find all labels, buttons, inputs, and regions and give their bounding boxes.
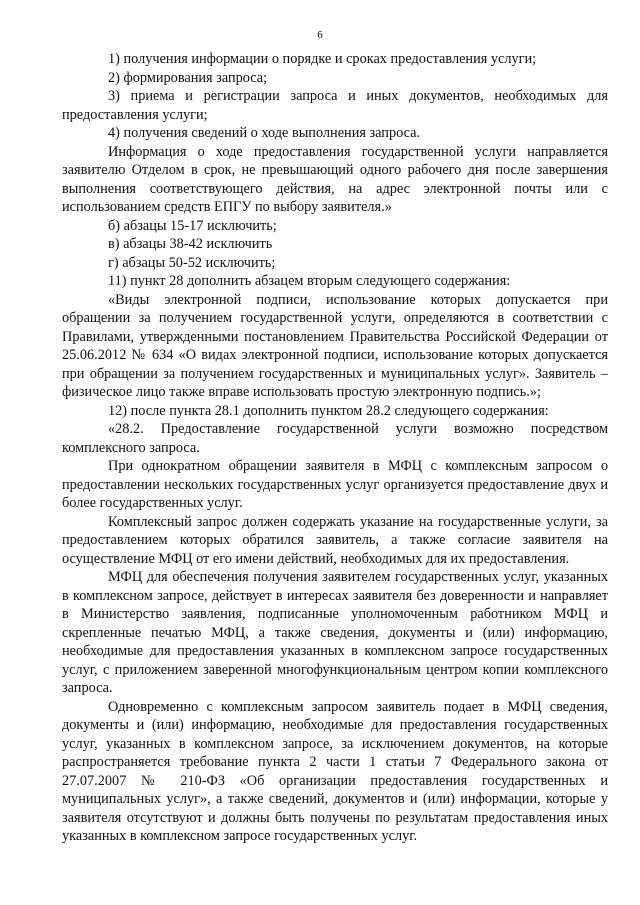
paragraph-1: 1) получения информации о порядке и сроках предоставления услуги; bbox=[108, 51, 537, 67]
paragraph-15: МФЦ для обеспечения получения заявителем государственных услуг, указанных в комплексном запросе, действует в интересах заявителя без доверенности и направляет в Министерство заявления, подписанные уполномоченным работником МФЦ и скрепленные печатью МФЦ, а также сведения, документы и (или) информацию, необходимые для предоставления указанных в комплексном запросе государственных услуг, с приложением заверенной многофункциональным центром копии комплексного запроса. bbox=[62, 569, 608, 696]
paragraph-3: 3) приема и регистрации запроса и иных документов, необходимых для предоставления услуги; bbox=[62, 88, 608, 123]
paragraph-16: Одновременно с комплексным запросом заявитель подает в МФЦ сведения, документы и (или) информацию, необходимые для предоставления государственных услуг, указанных в комплексном запросе, за исключением документов, на которые распространяется требование пункта 2 части 1 статьи 7 Федерального закона от 27.07.2007 № 210-ФЗ «Об организации предоставления государственных и муниципальных услуг», а также сведений, документов и (или) информации, которые у заявителя отсутствуют и должны быть получены по результатам предоставления иных указанных в комплексном запросе государственных услуг. bbox=[62, 698, 608, 844]
document-body bbox=[62, 50, 608, 846]
page-number: 6 bbox=[317, 29, 323, 41]
paragraph-10: «Виды электронной подписи, использование которых допускается при обращении за получением государственной услуги, определяются в соответствии с Правилами, утвержденными постановлением Правительства Российской Федерации от 25.06.2012 № 634 «О видах электронной подписи, использование которых допускается при обращении за получением государственных и муниципальных услуг». Заявитель – физическое лицо также вправе использовать простую электронную подпись.»; bbox=[62, 291, 608, 400]
paragraph-2: 2) формирования запроса; bbox=[108, 69, 268, 86]
paragraph-9: 11) пункт 28 дополнить абзацем вторым следующего содержания: bbox=[108, 273, 511, 289]
paragraph-12: «28.2. Предоставление государственной услуги возможно посредством комплексного запроса. bbox=[62, 421, 608, 456]
paragraph-4: 4) получения сведений о ходе выполнения запроса. bbox=[108, 125, 421, 141]
paragraph-7: в) абзацы 38-42 исключить bbox=[108, 236, 273, 252]
paragraph-11: 12) после пункта 28.1 дополнить пунктом 28.2 следующего содержания: bbox=[108, 402, 549, 419]
paragraph-14: Комплексный запрос должен содержать указание на государственные услуги, за предоставлением которых обратился заявитель, а также согласие заявителя на осуществление МФЦ от его имени действий, необходимых для их предоставления. bbox=[62, 513, 608, 567]
paragraph-5: Информация о ходе предоставления государственной услуги направляется заявителю Отделом в срок, не превышающий одного рабочего дня после завершения выполнения соответствующего действия, на адрес электронной почты или с использованием средств ЕПГУ по выбору заявителя.» bbox=[62, 143, 608, 215]
paragraph-8: г) абзацы 50-52 исключить; bbox=[108, 254, 276, 271]
paragraph-13: При однократном обращении заявителя в МФЦ с комплексным запросом о предоставлении нескольких государственных услуг организуется предоставление двух и более государственных услуг. bbox=[62, 458, 608, 511]
paragraph-6: б) абзацы 15-17 исключить; bbox=[108, 217, 277, 234]
